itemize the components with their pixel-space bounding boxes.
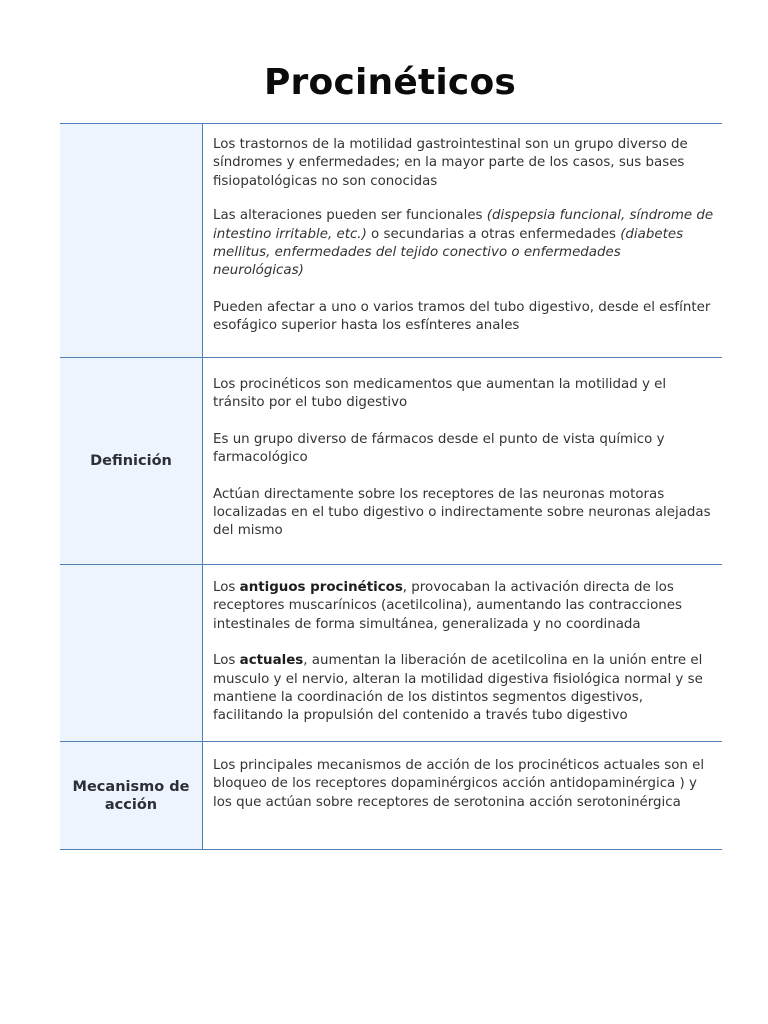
italic-text: (dispepsia funcional, síndrome de intestino irritable, etc.): [213, 208, 714, 242]
row-content: [203, 565, 722, 741]
row-content: [203, 358, 722, 564]
paragraph: Pueden afectar a uno o varios tramos del tubo digestivo, desde el esfínter esofágico superior hasta los esfínteres anales: [213, 299, 711, 334]
paragraph: Los trastornos de la motilidad gastrointestinal son un grupo diverso de síndromes y enfermedades; en la mayor parte de los casos, sus bases fisiopatológicas no son conocidas: [213, 137, 688, 189]
info-table: [60, 123, 722, 850]
page-title: Procinéticos: [263, 62, 517, 103]
text-span: , provocaban la activación directa de los receptores muscarínicos (acetilcolina), aumentando las contracciones intestinales de forma simultánea, generalizada y no coordinada: [213, 580, 682, 632]
row-label: [60, 565, 203, 741]
text-span: Las alteraciones pueden ser funcionales: [213, 208, 487, 224]
bold-text: antiguos procinéticos: [239, 580, 403, 595]
paragraph: Es un grupo diverso de fármacos desde el punto de vista químico y farmacológico: [213, 431, 665, 466]
text-span: Los: [213, 653, 240, 669]
row-content: [203, 742, 722, 849]
table-row: [60, 742, 722, 850]
text-span: , aumentan la liberación de acetilcolina en la unión entre el musculo y el nervio, alteran la motilidad digestiva fisiológica normal y se mantiene la coordinación de los distintos segmentos digestivos, facilitando la propulsión del contenido a través tubo digestivo: [213, 653, 703, 724]
row-label-mecanismo: Mecanismo de acción: [60, 742, 203, 849]
italic-text: (diabetes mellitus, enfermedades del tejido conectivo o enfermedades neurológicas): [213, 226, 684, 279]
text-span: o secundarias a otras enfermedades: [366, 226, 621, 242]
paragraph: [213, 579, 714, 634]
paragraph: Los principales mecanismos de acción de los procinéticos actuales son el bloqueo de los receptores dopaminérgicos acción antidopaminérgica ) y los que actúan sobre receptores de serotonina acción serotoninérgica: [213, 758, 705, 810]
text-span: Los: [213, 580, 240, 595]
table-row: [60, 565, 722, 742]
paragraph: Actúan directamente sobre los receptores de las neuronas motoras localizadas en el tubo digestivo o indirectamente sobre neuronas alejadas del mismo: [213, 486, 711, 539]
paragraph: [213, 652, 714, 726]
paragraph: Los procinéticos son medicamentos que aumentan la motilidad y el tránsito por el tubo digestivo: [213, 377, 667, 411]
paragraph: [213, 207, 714, 281]
table-row: [60, 358, 722, 565]
table-row: [60, 124, 722, 358]
bold-text: actuales: [239, 653, 304, 669]
row-label: [60, 124, 203, 357]
row-content: [203, 124, 722, 357]
row-label-definicion: Definición: [60, 358, 203, 564]
